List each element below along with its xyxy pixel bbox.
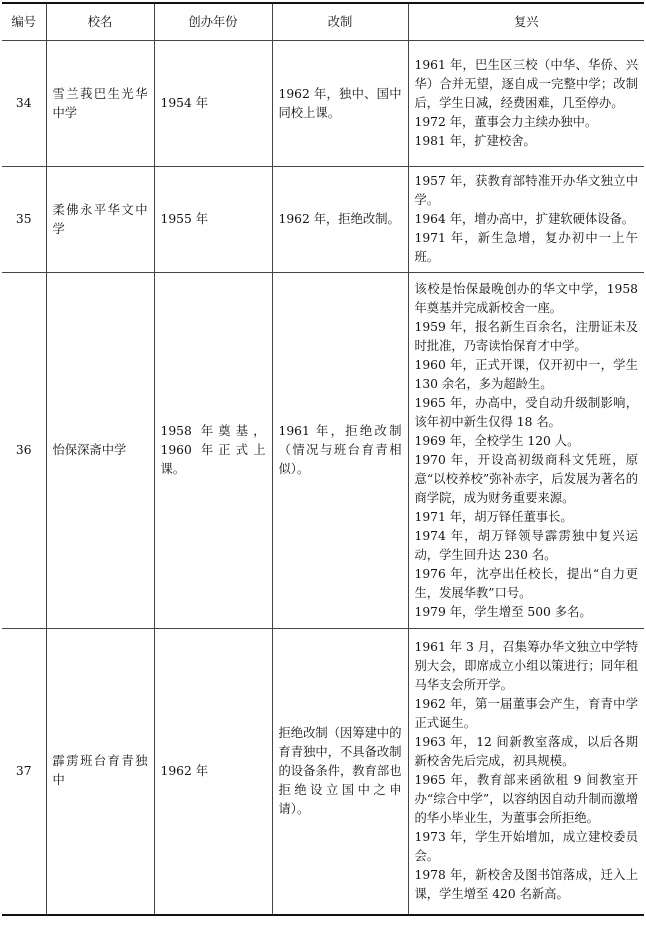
cell-num: 37 bbox=[2, 629, 46, 915]
revival-note: 1959 年，报名新生百余名，注册证未及时批准，乃寄读怡保育才中学。 bbox=[414, 319, 638, 353]
revival-note: 1960 年，正式开课，仅开初中一，学生 130 余名，多为超龄生。 bbox=[414, 357, 638, 391]
revival-note: 1981 年，扩建校舍。 bbox=[414, 134, 536, 148]
revival-note: 1964 年，增办高中，扩建软硬体设备。 bbox=[414, 212, 635, 226]
cell-revival bbox=[408, 629, 644, 915]
cell-revival bbox=[408, 41, 644, 167]
cell-reform: 1962 年，拒绝改制。 bbox=[272, 167, 408, 273]
cell-reform: 拒绝改制（因筹建中的育青独中，不具备改制的设备条件，教育部也拒绝设立国中之申请）。 bbox=[272, 629, 408, 915]
header-revival: 复兴 bbox=[408, 3, 644, 41]
header-num: 编号 bbox=[2, 3, 46, 41]
revival-note: 1974 年，胡万铎领导霹雳独中复兴运动，学生回升达 230 名。 bbox=[414, 528, 638, 562]
revival-note: 1971 年，胡万铎任董事长。 bbox=[414, 509, 573, 524]
table-row bbox=[2, 41, 644, 167]
cell-founded: 1954 年 bbox=[154, 41, 272, 167]
revival-note: 1963 年，12 间新教室落成，以后各期新校舍先后完成，初具规模。 bbox=[414, 735, 638, 769]
revival-note: 1972 年，董事会力主续办独中。 bbox=[414, 115, 598, 129]
schools-table bbox=[2, 2, 644, 916]
revival-note: 1979 年，学生增至 500 多名。 bbox=[414, 604, 592, 619]
cell-num: 35 bbox=[2, 167, 46, 273]
revival-note: 1961 年，巴生区三校（中华、华侨、兴华）合并无望，逐自成一完整中学；改制后，学生日减，经费困难，几至停办。 bbox=[414, 58, 638, 110]
cell-revival bbox=[408, 167, 644, 273]
revival-note: 1962 年，第一届董事会产生，育青中学正式诞生。 bbox=[414, 697, 638, 731]
header-founded: 创办年份 bbox=[154, 3, 272, 41]
revival-note: 1961 年 3 月，召集筹办华文独立中学特别大会，即席成立小组以策进行；同年租马华支会所开学。 bbox=[414, 640, 638, 693]
revival-note: 1973 年，学生开始增加，成立建校委员会。 bbox=[414, 830, 638, 864]
revival-note: 1957 年，获教育部特准开办华文独立中学。 bbox=[414, 174, 638, 207]
revival-note: 1970 年，开设高初级商科文凭班，原意“以校养校”弥补赤字，后发展为著名的商学院，成为财务重要来源。 bbox=[414, 452, 638, 505]
cell-name: 柔佛永平华文中学 bbox=[46, 167, 154, 273]
cell-name: 怡保深斋中学 bbox=[46, 273, 154, 629]
cell-name: 霹雳班台育青独中 bbox=[46, 629, 154, 915]
revival-note: 1969 年，全校学生 120 人。 bbox=[414, 433, 580, 448]
revival-note: 1971 年，新生急增，复办初中一上午班。 bbox=[414, 231, 638, 264]
header-reform: 改制 bbox=[272, 3, 408, 41]
revival-note: 1978 年，新校舍及图书馆落成，迁入上课，学生增至 420 名新高。 bbox=[414, 868, 638, 902]
cell-revival bbox=[408, 273, 644, 629]
table-row bbox=[2, 167, 644, 273]
revival-note: 1965 年，办高中，受自动升级制影响，该年初中新生仅得 18 名。 bbox=[414, 395, 638, 429]
cell-reform: 1962 年，独中、国中同校上课。 bbox=[272, 41, 408, 167]
cell-name: 雪兰莪巴生光华中学 bbox=[46, 41, 154, 167]
revival-note: 1965 年，教育部来函欲租 9 间教室开办“综合中学”，以容纳因自动升制而激增的华小毕业生，为董事会所拒绝。 bbox=[414, 773, 638, 826]
cell-num: 36 bbox=[2, 273, 46, 629]
table-row bbox=[2, 273, 644, 629]
table-row bbox=[2, 629, 644, 915]
cell-num: 34 bbox=[2, 41, 46, 167]
cell-founded: 1962 年 bbox=[154, 629, 272, 915]
cell-founded: 1955 年 bbox=[154, 167, 272, 273]
cell-reform: 1961 年，拒绝改制（情况与班台育青相似）。 bbox=[272, 273, 408, 629]
cell-founded: 1958 年奠基，1960 年正式上课。 bbox=[154, 273, 272, 629]
revival-note: 1976 年，沈亭出任校长，提出“自力更生，发展华教”口号。 bbox=[414, 566, 638, 600]
header-row bbox=[2, 3, 644, 41]
revival-note: 该校是怡保最晚创办的华文中学，1958 年奠基并完成新校舍一座。 bbox=[414, 281, 638, 315]
header-name: 校名 bbox=[46, 3, 154, 41]
